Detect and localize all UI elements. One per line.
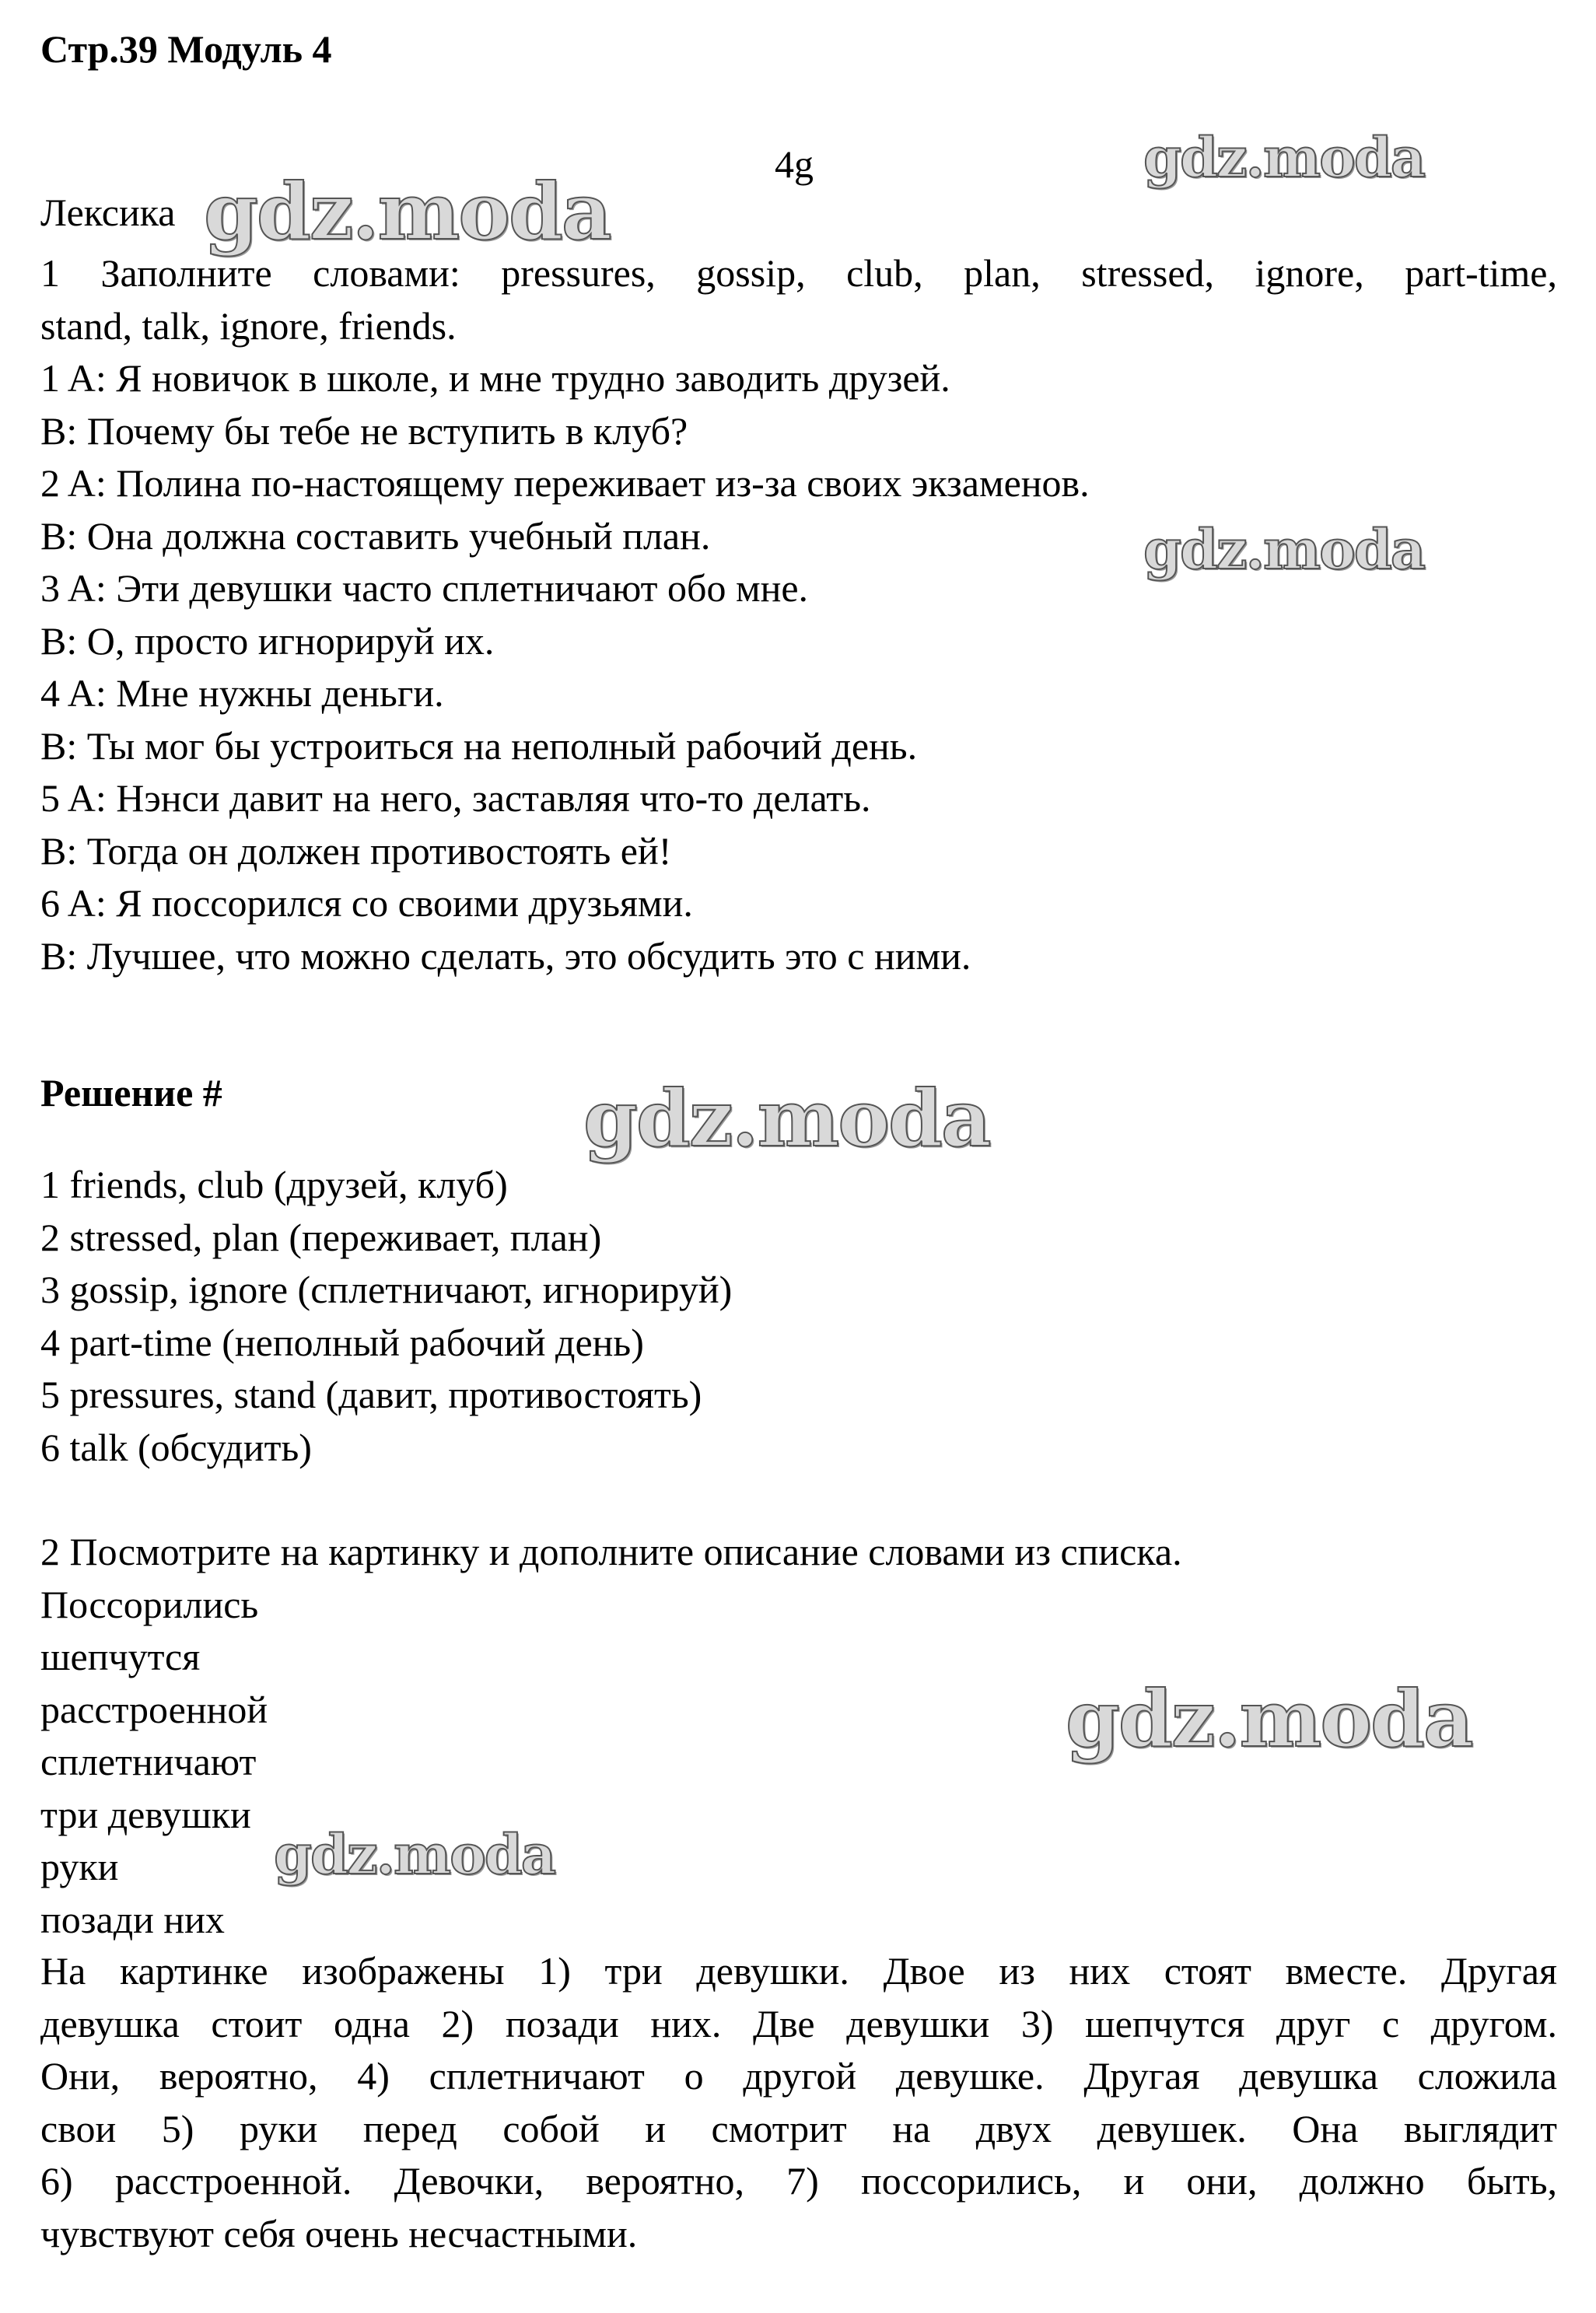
exercise-2-instruction: 2 Посмотрите на картинку и дополните описание словами из списка.: [40, 1530, 1182, 1573]
exercise-1-line: stand, talk, ignore, friends.: [40, 303, 457, 348]
exercise-1-dialogues: [40, 352, 1557, 982]
answer-line: 6 talk (обсудить): [40, 1425, 312, 1469]
answer-line: 1 friends, club (друзей, клуб): [40, 1163, 508, 1206]
paragraph-line: девушка стоит одна 2) позади них. Две девушки 3) шепчутся друг с другом.: [40, 2001, 1557, 2045]
page-code: 4g: [775, 142, 814, 186]
paragraph-line: чувствуют себя очень несчастными.: [40, 2211, 638, 2255]
answer-line: 3 gossip, ignore (сплетничают, игнорируй): [40, 1268, 733, 1311]
dialogue-line: 4 A: Мне нужны деньги.: [40, 671, 444, 715]
dialogue-line: B: О, просто игнорируй их.: [40, 618, 495, 663]
word-list-item: Поссорились: [40, 1582, 259, 1626]
answer-line: 4 part-time (неполный рабочий день): [40, 1320, 644, 1364]
word-list-item: шепчутся: [40, 1635, 201, 1678]
solution-heading: Решение #: [40, 1071, 222, 1115]
exercise-2-paragraph: [40, 1945, 1557, 2260]
dialogue-line: 1 A: Я новичок в школе, и мне трудно заводить друзей.: [40, 356, 950, 400]
watermark-logo: gdz.moda: [274, 1822, 555, 1887]
dialogue-line: 5 A: Нэнси давит на него, заставляя что-то делать.: [40, 776, 871, 820]
dialogue-line: B: Тогда он должен противостоять ей!: [40, 828, 672, 873]
watermark-logo: gdz.moda: [583, 1073, 990, 1164]
watermark-logo: gdz.moda: [204, 166, 611, 257]
dialogue-line: B: Лучшее, что можно сделать, это обсудить это с ними.: [40, 933, 971, 978]
dialogue-line: B: Почему бы тебе не вступить в клуб?: [40, 408, 688, 453]
page-title: Стр.39 Модуль 4: [40, 27, 332, 71]
dialogue-line: B: Ты мог бы устроиться на неполный рабочий день.: [40, 723, 918, 768]
answer-line: 5 pressures, stand (давит, противостоять): [40, 1373, 702, 1416]
dialogue-line: 3 A: Эти девушки часто сплетничают обо мне.: [40, 566, 809, 610]
word-list-item: три девушки: [40, 1792, 251, 1836]
solution-answers: [40, 1159, 1557, 1474]
paragraph-line: На картинке изображены 1) три девушки. Двое из них стоят вместе. Другая: [40, 1949, 1557, 1993]
answer-line: 2 stressed, plan (переживает, план): [40, 1215, 602, 1259]
paragraph-line: свои 5) руки перед собой и смотрит на двух девушек. Она выглядит: [40, 2106, 1557, 2150]
paragraph-line: 6) расстроенной. Девочки, вероятно, 7) поссорились, и они, должно быть,: [40, 2159, 1557, 2203]
watermark-logo: gdz.moda: [1066, 1673, 1472, 1765]
word-list-item: позади них: [40, 1897, 225, 1941]
word-list-item: расстроенной: [40, 1687, 268, 1731]
paragraph-line: Они, вероятно, 4) сплетничают о другой девушке. Другая девушка сложила: [40, 2054, 1557, 2098]
dialogue-line: B: Она должна составить учебный план.: [40, 513, 711, 558]
exercise-1-instruction: [40, 247, 1557, 352]
exercise-1-line: 1 Заполните словами: pressures, gossip, club, plan, stressed, ignore, part-time,: [40, 251, 1557, 295]
watermark-logo: gdz.moda: [1143, 125, 1425, 190]
dialogue-line: 2 A: Полина по-настоящему переживает из-за своих экзаменов.: [40, 461, 1090, 505]
word-list-item: руки: [40, 1845, 119, 1888]
watermark-logo: gdz.moda: [1143, 517, 1425, 582]
word-list-item: сплетничают: [40, 1740, 257, 1783]
section-label: Лексика: [40, 191, 176, 234]
dialogue-line: 6 A: Я поссорился со своими друзьями.: [40, 881, 693, 925]
